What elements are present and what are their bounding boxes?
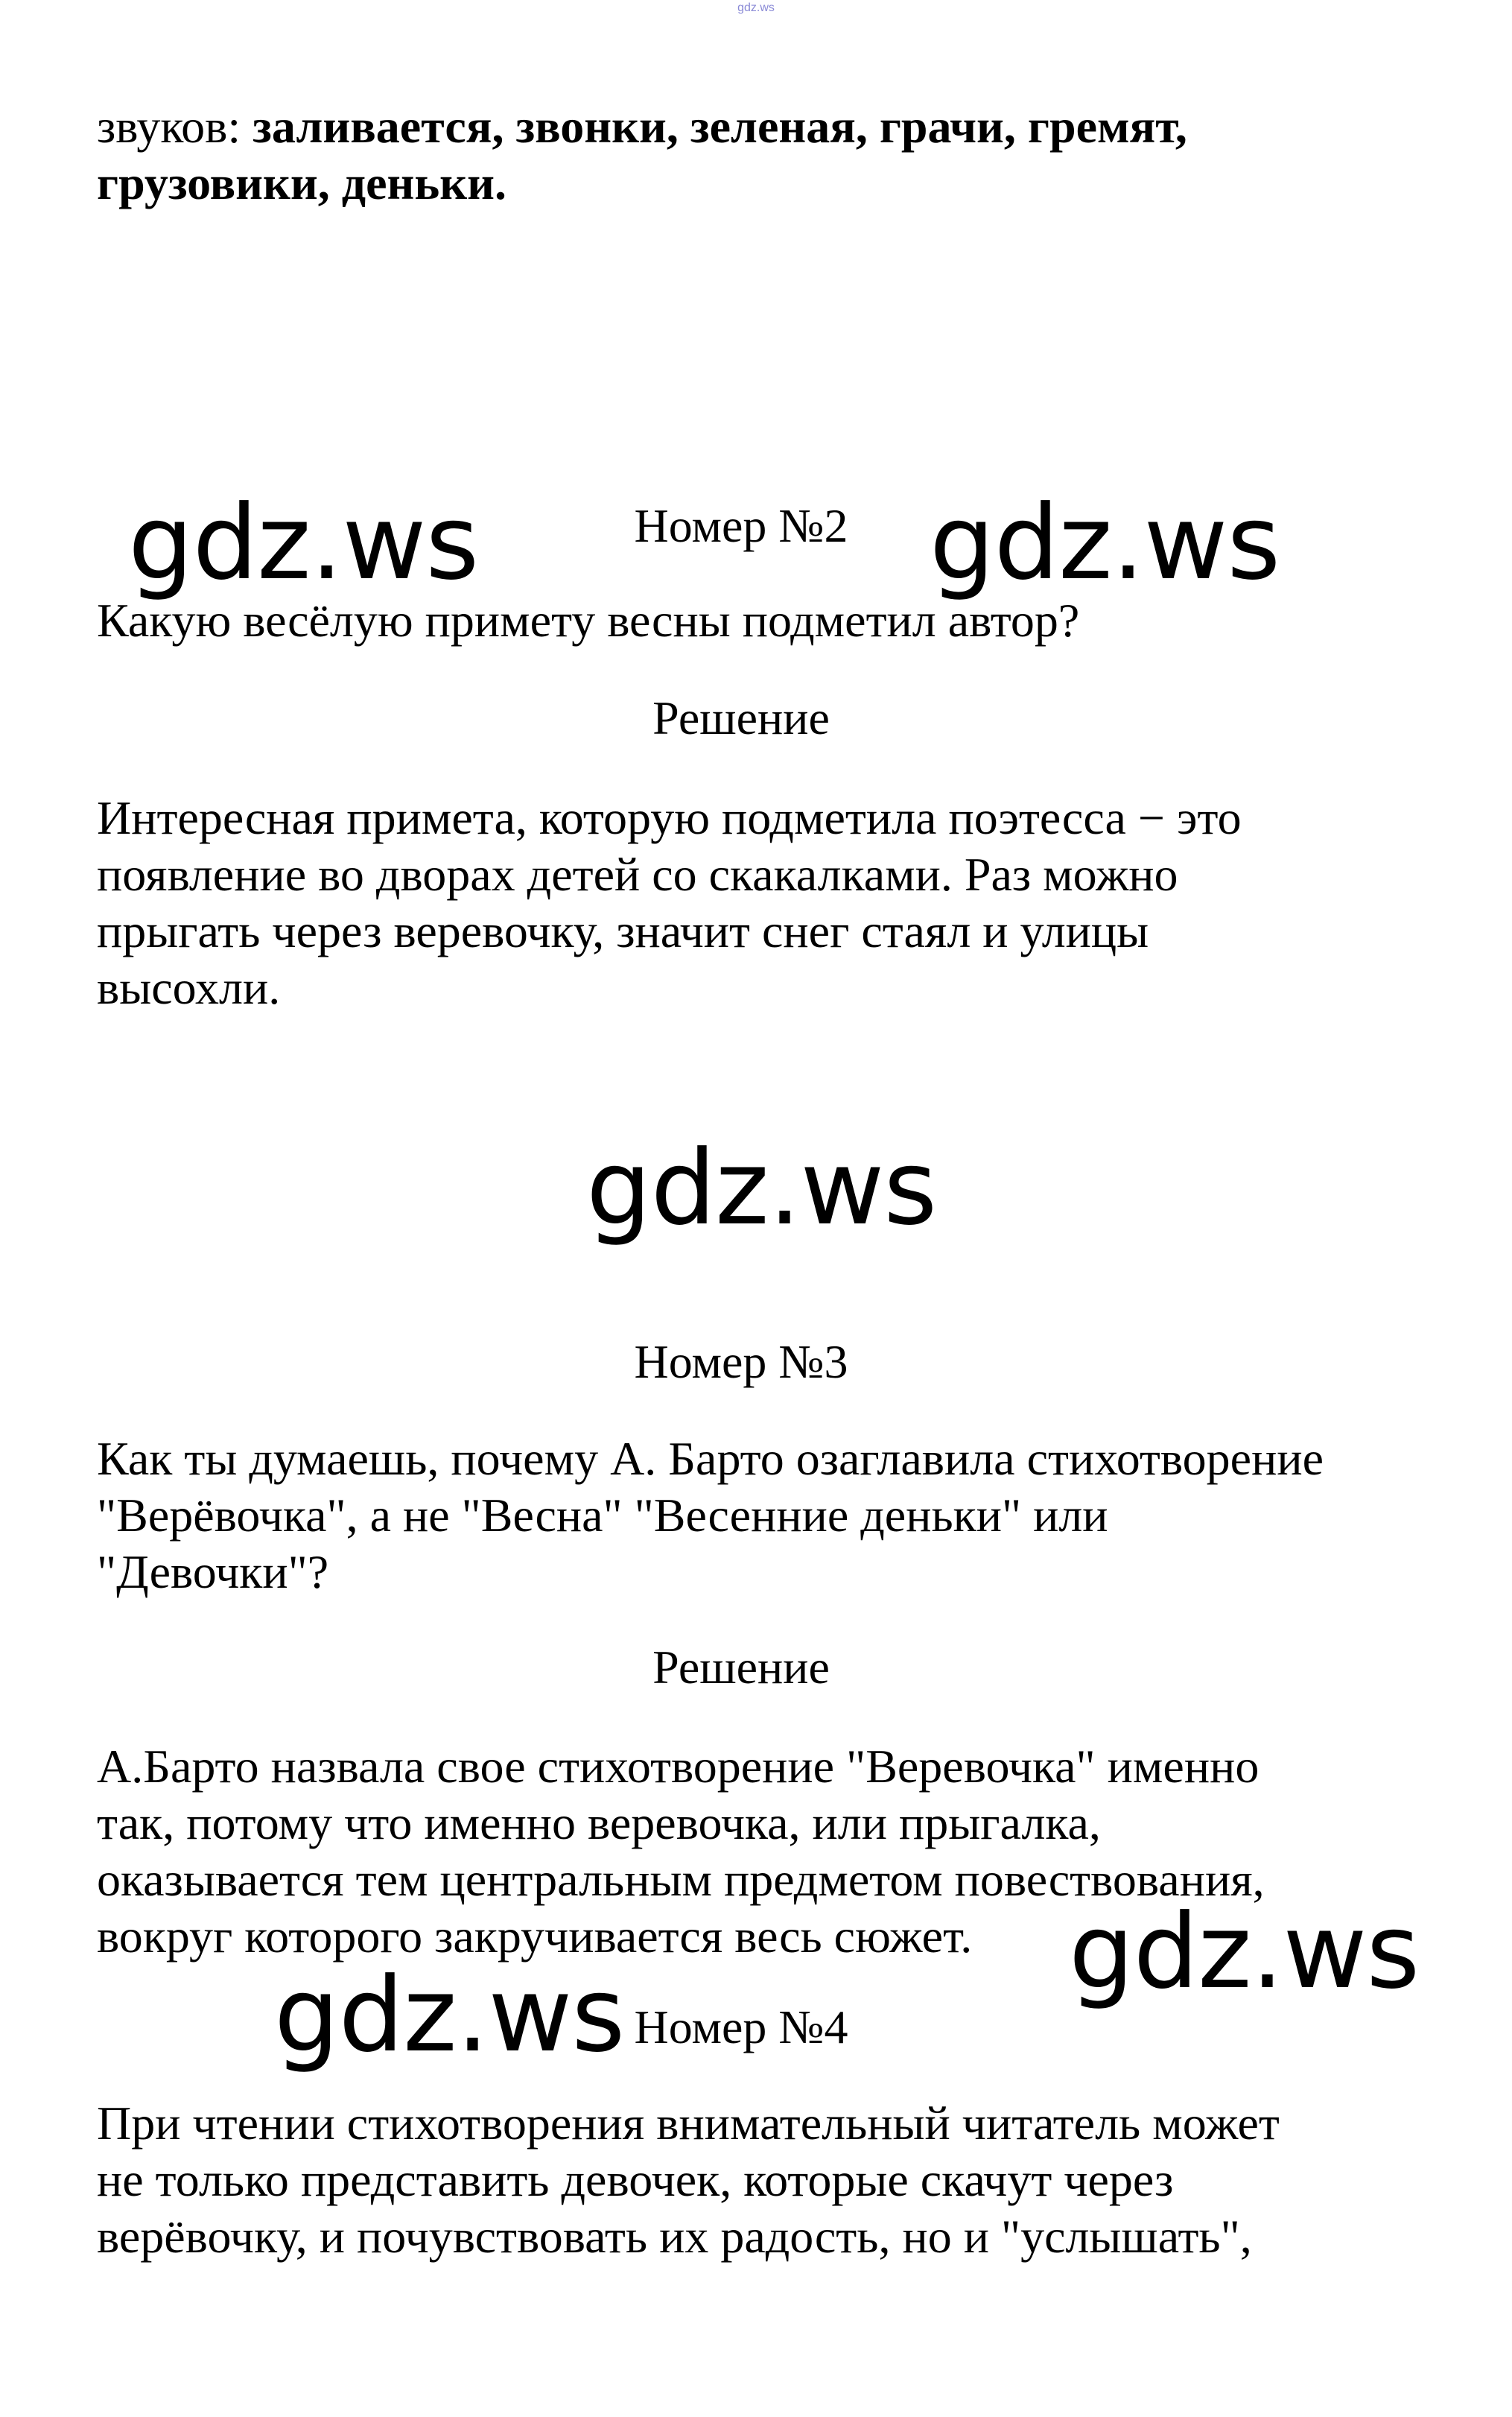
top-watermark: gdz.ws: [737, 1, 775, 14]
solution-label: Решение: [652, 691, 830, 744]
answer-text: Интересная примета, которую подметила поэтесса − это появление во дворах детей со скакалками. Раз можно прыгать через веревочку, значит снег стаял и улицы высохли.: [97, 791, 1242, 1014]
solution-label: Решение: [652, 1641, 830, 1694]
intro-prefix: звуков:: [97, 100, 253, 153]
intro-paragraph: [97, 98, 1187, 212]
watermark-logo: gdz.ws: [274, 1955, 625, 2075]
watermark-logo: gdz.ws: [1069, 1892, 1420, 2012]
question-text: Как ты думаешь, почему А. Барто озаглавила стихотворение "Верёвочка", а не "Весна" "Весенние деньки" или "Девочки"?: [97, 1432, 1324, 1598]
section-heading: Номер №4: [634, 2001, 848, 2053]
watermark-logo: gdz.ws: [930, 483, 1280, 603]
watermark-logo: gdz.ws: [128, 483, 479, 603]
intro-bold-line-2: грузовики, деньки.: [97, 156, 506, 209]
watermark-logo: gdz.ws: [586, 1128, 937, 1248]
question-text: При чтении стихотворения внимательный читатель может не только представить девочек, которые скачут через верёвочку, и почувствовать их радость, но и "услышать",: [97, 2097, 1280, 2263]
intro-bold-line-1: заливается, звонки, зеленая, грачи, гремят,: [252, 100, 1187, 153]
question-text: Какую весёлую примету весны подметил автор?: [97, 594, 1080, 647]
section-heading: Номер №3: [634, 1335, 848, 1388]
section-heading: Номер №2: [634, 499, 848, 552]
answer-text: А.Барто назвала свое стихотворение "Веревочка" именно так, потому что именно веревочка, или прыгалка, оказывается тем центральным предметом повествования, вокруг которого закручивается весь сюжет.: [97, 1740, 1265, 1963]
